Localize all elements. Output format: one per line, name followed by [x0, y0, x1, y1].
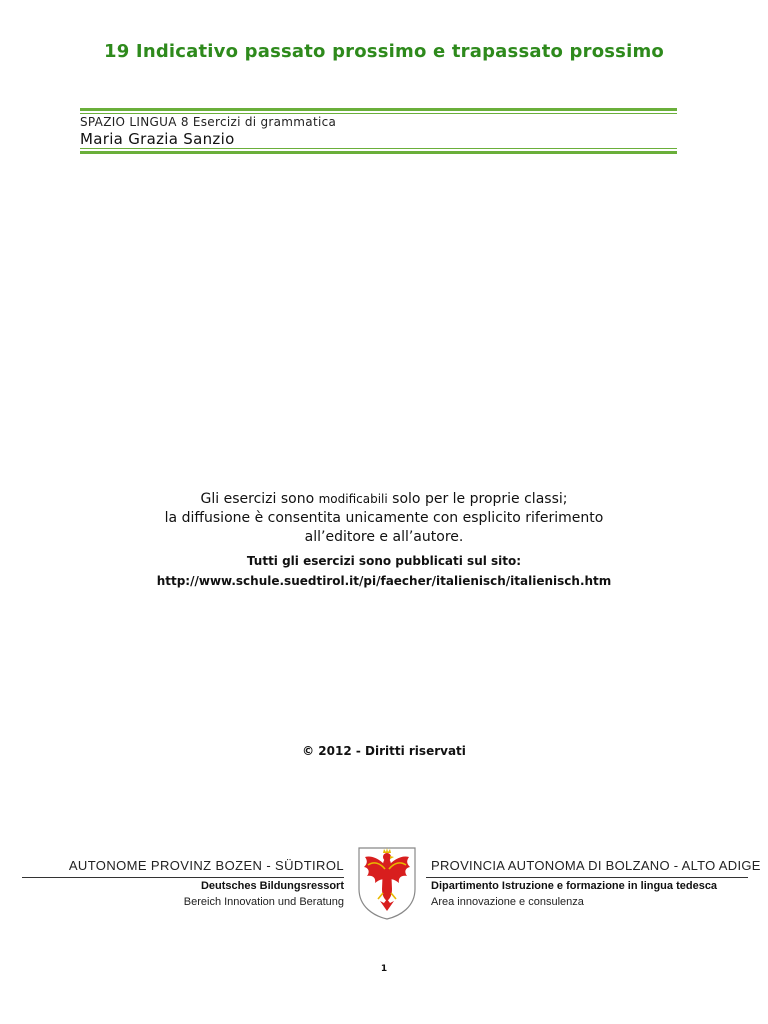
- author-name: Maria Grazia Sanzio: [80, 130, 235, 148]
- footer-divider-left: [22, 877, 344, 878]
- notice-emphasis: modificabili: [318, 492, 388, 506]
- page-title: 19 Indicativo passato prossimo e trapassato prossimo: [104, 41, 664, 62]
- footer-department-it: Dipartimento Istruzione e formazione in lingua tedesca: [431, 880, 718, 892]
- eagle-coat-of-arms-icon: [356, 845, 418, 921]
- copyright-notice: © 2012 - Diritti riservati: [302, 744, 466, 758]
- site-info: [0, 551, 768, 591]
- page-number: 1: [380, 964, 388, 974]
- notice-line-1: Gli esercizi sono modificabili solo per le proprie classi;: [200, 491, 568, 507]
- footer-divider-right: [426, 877, 748, 878]
- footer-department-de: Deutsches Bildungsressort: [200, 880, 344, 892]
- footer-area-it: Area innovazione e consulenza: [431, 896, 584, 908]
- header-rule-top-thin: [80, 113, 677, 114]
- footer-province-de: AUTONOME PROVINZ BOZEN - SÜDTIROL: [68, 858, 344, 873]
- footer-province-it: PROVINCIA AUTONOMA DI BOLZANO - ALTO ADIGE: [431, 858, 761, 873]
- notice-line-2: la diffusione è consentita unicamente con esplicito riferimento: [164, 510, 604, 526]
- site-label: Tutti gli esercizi sono pubblicati sul sito:: [246, 554, 522, 568]
- header-rule-bottom-thin: [80, 148, 677, 149]
- notice-line-3: all’editore e all’autore.: [304, 529, 464, 545]
- header-rule-bottom-thick: [80, 151, 677, 154]
- series-subtitle: SPAZIO LINGUA 8 Esercizi di grammatica: [80, 115, 337, 129]
- header-rule-top-thick: [80, 108, 677, 111]
- usage-notice: [0, 490, 768, 547]
- footer-area-de: Bereich Innovation und Beratung: [183, 896, 344, 908]
- site-url[interactable]: http://www.schule.suedtirol.it/pi/faecher/italienisch/italienisch.htm: [156, 574, 612, 588]
